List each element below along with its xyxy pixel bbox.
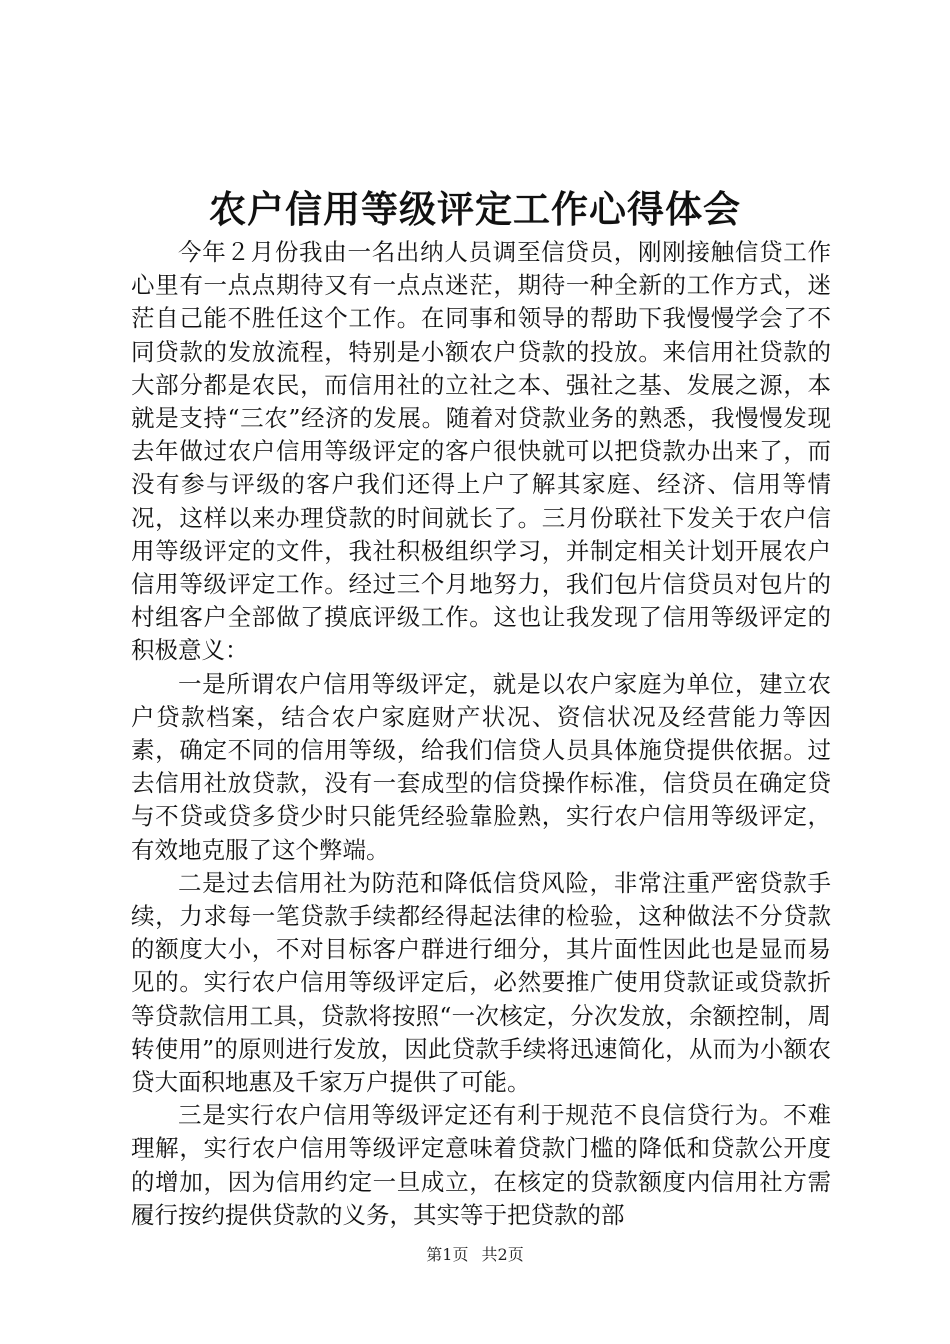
paragraph-point-three: 三是实行农户信用等级评定还有利于规范不良信贷行为。不难理解，实行农户信用等级评定意味着贷款门槛的降低和贷款公开度的增加，因为信用约定一旦成立，在核定的贷款额度内信用社方需履行按约提供贷款的义务，其实等于把贷款的部 — [131, 1101, 831, 1229]
paragraph-intro: 今年２月份我由一名出纳人员调至信贷员，刚刚接触信贷工作心里有一点点期待又有一点点迷茫，期待一种全新的工作方式，迷茫自己能不胜任这个工作。在同事和领导的帮助下我慢慢学会了不同贷款的发放流程，特别是小额农户贷款的投放。来信用社贷款的大部分都是农民，而信用社的立社之本、强社之基、发展之源，本就是支持“三农”经济的发展。随着对贷款业务的熟悉，我慢慢发现去年做过农户信用等级评定的客户很快就可以把贷款办出来了，而没有参与评级的客户我们还得上户了解其家庭、经济、信用等情况，这样以来办理贷款的时间就长了。三月份联社下发关于农户信用等级评定的文件，我社积极组织学习，并制定相关计划开展农户信用等级评定工作。经过三个月地努力，我们包片信贷员对包片的村组客户全部做了摸底评级工作。这也让我发现了信用等级评定的积极意义： — [131, 238, 831, 665]
page-number-current: 第1页 — [426, 1245, 469, 1264]
paragraph-point-one: 一是所谓农户信用等级评定，就是以农户家庭为单位，建立农户贷款档案，结合农户家庭财产状况、资信状况及经营能力等因素，确定不同的信用等级，给我们信贷人员具体施贷提供依据。过去信用社放贷款，没有一套成型的信贷操作标准，信贷员在确定贷与不贷或贷多贷少时只能凭经验靠脸熟，实行农户信用等级评定，有效地克服了这个弊端。 — [131, 669, 831, 864]
page-number-total: 共2页 — [481, 1245, 524, 1264]
paragraph-point-two: 二是过去信用社为防范和降低信贷风险，非常注重严密贷款手续，力求每一笔贷款手续都经得起法律的检验，这种做法不分贷款的额度大小，不对目标客户群进行细分，其片面性因此也是显而易见的。实行农户信用等级评定后，必然要推广使用贷款证或贷款折等贷款信用工具，贷款将按照“一次核定，分次发放，余额控制，周转使用”的原则进行发放，因此贷款手续将迅速简化，从而为小额农贷大面积地惠及千家万户提供了可能。 — [131, 868, 831, 1097]
document-body — [131, 236, 831, 1232]
page-footer — [0, 1245, 950, 1265]
document-title: 农户信用等级评定工作心得体会 — [209, 187, 741, 231]
